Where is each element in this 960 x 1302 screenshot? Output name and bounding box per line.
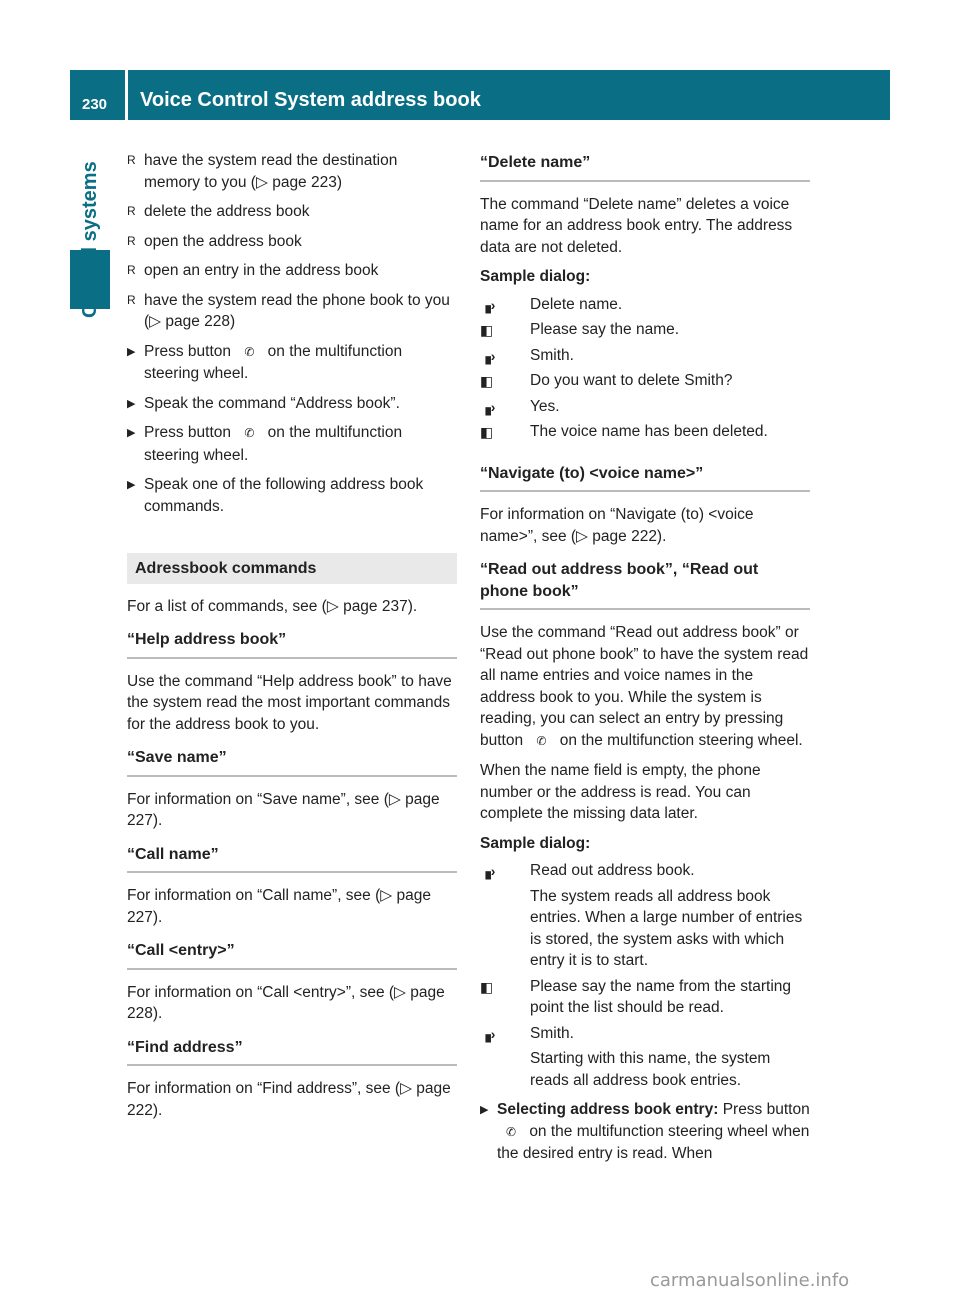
left-column <box>127 150 457 1129</box>
step-item: ▶ Press button ✆ on the multifunction steering wheel. <box>127 424 403 464</box>
section-title: Adressbook commands <box>127 553 457 584</box>
system-voice-icon: ◧ <box>480 978 494 995</box>
save-text: For information on “Save name”, see (▷ page 227). <box>127 790 440 829</box>
step-item: ▶ Press button ✆ on the multifunction steering wheel. <box>127 342 403 382</box>
step-item: ▶ Speak the command “Address book”. <box>127 393 457 415</box>
sidebar-chapter-label: Control systems <box>79 161 101 318</box>
bullet-icon: R <box>127 153 136 167</box>
talk-button-icon: ✆ <box>505 1124 517 1139</box>
readout-heading: “Read out address book”, “Read out phone book” <box>480 559 810 610</box>
user-voice-icon: ▗› <box>480 398 496 415</box>
step-arrow-icon: ▶ <box>127 427 136 439</box>
dialog-line: ▗› Yes. <box>480 396 810 418</box>
dialog-line: ◧ Please say the name. <box>480 319 810 341</box>
user-voice-icon: ▗› <box>480 296 496 313</box>
step-arrow-icon: ▶ <box>480 1104 489 1116</box>
callentry-text: For information on “Call <entry>”, see (▷ page 228). <box>127 983 445 1022</box>
system-voice-icon: ◧ <box>480 424 494 440</box>
readout-text: Use the command “Read out address book” or “Read out phone book” to have the system read all name entries and voice names in the address book to you. While the system is reading, you can select an entry by pressing button ✆ on the multifunction steering wheel. <box>480 622 810 752</box>
bullet-icon: R <box>127 263 136 277</box>
sidebar-tab <box>70 309 110 1302</box>
system-voice-icon: ◧ <box>480 322 494 338</box>
bullet-icon: R <box>127 233 136 248</box>
right-column <box>480 150 810 1173</box>
step-item: ▶ Speak one of the following address book commands. <box>127 476 424 515</box>
user-voice-icon: ▗› <box>480 863 496 879</box>
dialog-line: ▗› Smith. <box>480 345 810 367</box>
sample-dialog-label: Sample dialog: <box>480 268 591 285</box>
user-voice-icon: ▗› <box>480 1025 496 1042</box>
section-intro: For a list of commands, see (▷ page 237). <box>127 597 418 615</box>
step-arrow-icon: ▶ <box>127 479 136 491</box>
talk-button-icon: ✆ <box>536 733 547 748</box>
talk-button-icon: ✆ <box>244 426 255 440</box>
bullet-icon: R <box>127 204 136 218</box>
page-number: 230 <box>82 96 108 113</box>
watermark: carmanualsonline.info <box>650 1270 850 1291</box>
dialog-line: ◧ The voice name has been deleted. <box>480 421 810 443</box>
step-arrow-icon: ▶ <box>127 345 136 358</box>
list-item: R open the address book <box>127 231 457 253</box>
bullet-icon: R <box>127 292 136 307</box>
user-voice-icon: ▗› <box>480 347 496 364</box>
list-item: R open an entry in the address book <box>127 260 457 282</box>
navigate-heading: “Navigate (to) <voice name>” <box>480 463 810 493</box>
empty-field-text: When the name field is empty, the phone number or the address is read. You can complete the missing data later. <box>480 762 761 822</box>
page-title: Voice Control System address book <box>140 89 481 111</box>
callname-text: For information on “Call name”, see (▷ page 227). <box>127 887 431 926</box>
callentry-heading: “Call <entry>” <box>127 940 457 970</box>
delete-text: The command “Delete name” deletes a voice name for an address book entry. The address data are not deleted. <box>480 195 793 256</box>
talk-button-icon: ✆ <box>244 344 255 359</box>
navigate-text: For information on “Navigate (to) <voice name>”, see (▷ page 222). <box>480 506 754 545</box>
list-item: R have the system read the phone book to you (▷ page 228) <box>127 291 450 330</box>
dialog-line: ◧ Do you want to delete Smith? <box>480 370 810 392</box>
find-text: For information on “Find address”, see (▷ page 222). <box>127 1080 451 1119</box>
dialog-line: ▗› Smith. Starting with this name, the system reads all address book entries. <box>480 1024 771 1089</box>
list-item: R have the system read the destination memory to you (▷ page 223) <box>127 152 398 191</box>
dialog-line: ▗› Read out address book. The system reads all address book entries. When a large number of entries is stored, the system asks with which entry it is to start. <box>480 862 803 969</box>
callname-heading: “Call name” <box>127 844 457 874</box>
help-text: Use the command “Help address book” to have the system read the most important commands for the address book to you. <box>127 672 452 733</box>
step-arrow-icon: ▶ <box>127 397 136 410</box>
page-header <box>70 70 890 120</box>
step-item: ▶ Selecting address book entry: Press button ✆ on the multifunction steering wheel when the desired entry is read. When <box>480 1101 810 1162</box>
save-heading: “Save name” <box>127 747 457 777</box>
find-heading: “Find address” <box>127 1037 457 1067</box>
system-voice-icon: ◧ <box>480 373 494 389</box>
delete-heading: “Delete name” <box>480 152 810 182</box>
header-divider <box>125 70 128 120</box>
list-item: R delete the address book <box>127 201 457 223</box>
dialog-line: ▗› Delete name. <box>480 294 810 316</box>
sample-dialog-label: Sample dialog: <box>480 834 591 852</box>
help-heading: “Help address book” <box>127 629 457 659</box>
dialog-line: ◧ Please say the name from the starting point the list should be read. <box>480 977 792 1016</box>
